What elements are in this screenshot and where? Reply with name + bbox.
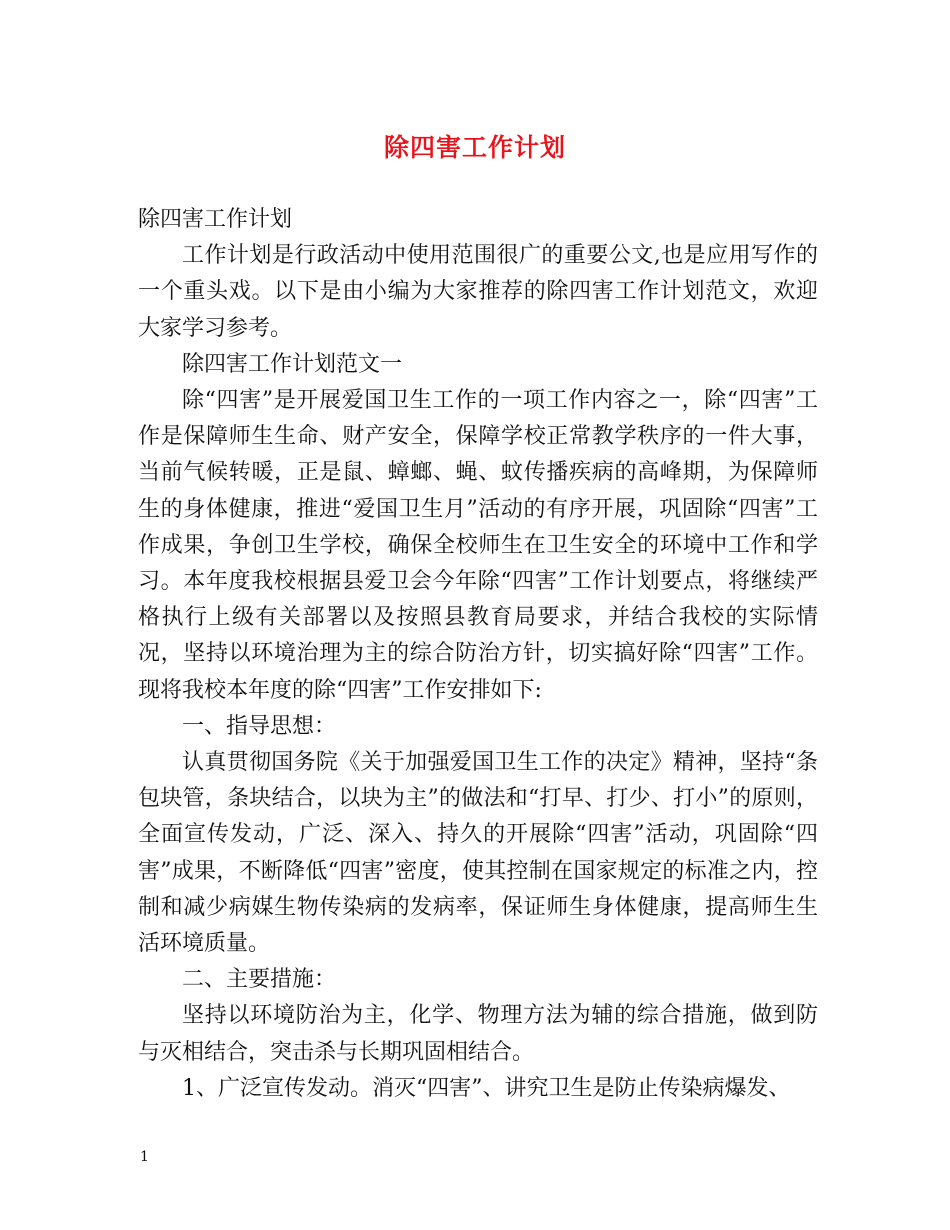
paragraph-guiding-content: 认真贯彻国务院《关于加强爱国卫生工作的决定》精神，坚持“条包块管，条块结合，以块为主”的做法和“打早、打少、打小”的原则，全面宣传发动，广泛、深入、持久的开展除“四害”活动，巩固除“四害”成果，不断降低“四害”密度，使其控制在国家规定的标准之内，控制和减少病媒生物传染病的发病率，保证师生身体健康，提高师生生活环境质量。 xyxy=(138,750,818,957)
paragraph-background: 除“四害”是开展爱国卫生工作的一项工作内容之一，除“四害”工作是保障师生生命、财产安全，保障学校正常教学秩序的一件大事，当前气候转暖，正是鼠、蟑螂、蝇、蚊传播疾病的高峰期，为保障师生的身体健康，推进“爱国卫生月”活动的有序开展，巩固除“四害”工作成果，争创卫生学校，确保全校师生在卫生安全的环境中工作和学习。本年度我校根据县爱卫会今年除“四害”工作计划要点，将继续严格执行上级有关部署以及按照县教育局要求，并结合我校的实际情况，坚持以环境治理为主的综合防治方针，切实搞好除“四害”工作。现将我校本年度的除“四害”工作安排如下: xyxy=(138,388,818,703)
paragraph-guiding-heading: 一、指导思想： xyxy=(182,713,337,739)
paragraph-measures-heading: 二、主要措施： xyxy=(182,967,337,993)
paragraph-measure-one: 1、广泛宣传发动。消灭“四害”、讲究卫生是防止传染病爆发、 xyxy=(182,1075,791,1101)
document-body xyxy=(138,202,818,1107)
page-number: 1 xyxy=(140,1149,149,1165)
paragraph-intro: 工作计划是行政活动中使用范围很广的重要公文,也是应用写作的一个重头戏。以下是由小编为大家推荐的除四害工作计划范文，欢迎大家学习参考。 xyxy=(138,243,818,341)
paragraph-section-title: 除四害工作计划范文一 xyxy=(182,351,403,377)
paragraph-heading: 除四害工作计划 xyxy=(138,207,293,232)
paragraph-measures-content: 坚持以环境防治为主，化学、物理方法为辅的综合措施，做到防与灭相结合，突击杀与长期巩固相结合。 xyxy=(138,1003,818,1065)
document-title: 除四害工作计划 xyxy=(383,133,566,162)
